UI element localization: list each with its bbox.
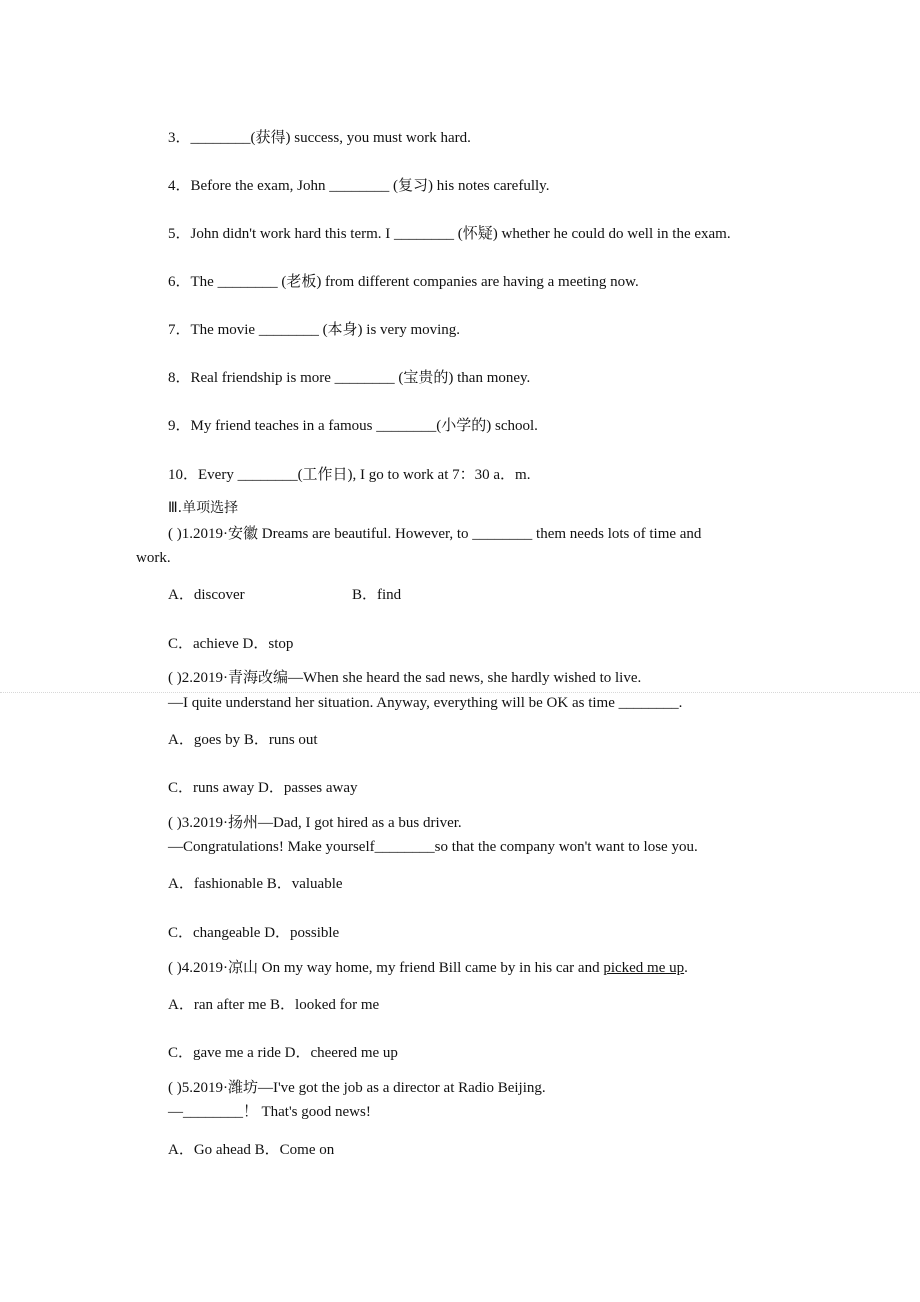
question-4-options-ab: A．ran after me B．looked for me — [168, 997, 380, 1013]
question-5-options-ab: A．Go ahead B．Come on — [168, 1142, 335, 1158]
question-4-underlined-phrase: picked me up — [603, 960, 685, 976]
question-2-stem: ( )2.2019·青海改编—When she heard the sad news, she hardly wished to live. — [168, 670, 642, 686]
question-2-options-cd: C．runs away D．passes away — [168, 780, 358, 796]
question-1-option-a: A．discover — [168, 587, 245, 603]
question-3-options-cd: C．changeable D．possible — [168, 925, 340, 941]
question-3-options-ab: A．fashionable B．valuable — [168, 876, 343, 892]
fill-item-10: 10．Every ________(工作日), I go to work at 7：30 a．m. — [168, 467, 531, 483]
fill-item-4: 4．Before the exam, John ________ (复习) his notes carefully. — [168, 178, 550, 194]
fill-item-8: 8．Real friendship is more ________ (宝贵的) than money. — [168, 370, 531, 386]
fill-item-5: 5．John didn't work hard this term. I ________ (怀疑) whether he could do well in the exam. — [168, 226, 731, 242]
question-4-stem-end: . — [684, 960, 688, 976]
question-1-option-b: B．find — [352, 587, 402, 603]
section-title: Ⅲ.单项选择 — [168, 500, 239, 516]
question-4-stem — [168, 958, 688, 978]
question-3-stem-cont: —Congratulations! Make yourself________so that the company won't want to lose you. — [168, 839, 698, 855]
question-1-stem: ( )1.2019·安徽 Dreams are beautiful. However, to ________ them needs lots of time and — [168, 526, 702, 542]
question-1-options-cd: C．achieve D．stop — [168, 636, 294, 652]
fill-item-3: 3．________(获得) success, you must work hard. — [168, 130, 471, 146]
question-4-stem-text: ( )4.2019·凉山 On my way home, my friend Bill came by in his car and — [168, 960, 604, 976]
fill-item-9: 9．My friend teaches in a famous ________(小学的) school. — [168, 418, 538, 434]
question-3-stem: ( )3.2019·扬州—Dad, I got hired as a bus driver. — [168, 815, 462, 831]
question-2-stem-cont: —I quite understand her situation. Anyway, everything will be OK as time ________. — [168, 695, 683, 711]
question-5-stem: ( )5.2019·潍坊—I've got the job as a director at Radio Beijing. — [168, 1080, 546, 1096]
question-4-options-cd: C．gave me a ride D．cheered me up — [168, 1045, 398, 1061]
fill-item-6: 6．The ________ (老板) from different companies are having a meeting now. — [168, 274, 639, 290]
fill-item-7: 7．The movie ________ (本身) is very moving. — [168, 322, 461, 338]
question-1-stem-cont: work. — [136, 550, 171, 566]
question-2-options-ab: A．goes by B．runs out — [168, 732, 318, 748]
question-5-stem-cont: —________！ That's good news! — [168, 1104, 371, 1120]
